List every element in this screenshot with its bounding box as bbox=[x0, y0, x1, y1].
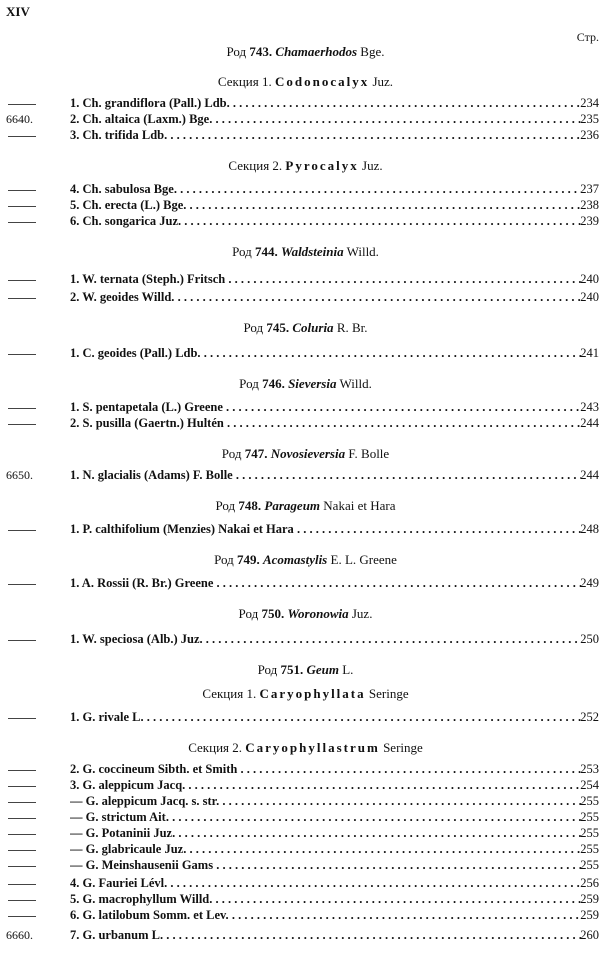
left-number: 6660. bbox=[6, 928, 33, 942]
toc-entry[interactable] bbox=[0, 400, 611, 416]
section-label: Секция 2. bbox=[228, 158, 283, 173]
genus-prefix: Род bbox=[232, 244, 252, 259]
toc-entry[interactable] bbox=[0, 928, 611, 944]
left-dash-mark bbox=[8, 866, 36, 867]
toc-entry[interactable] bbox=[0, 182, 611, 198]
toc-entry[interactable] bbox=[0, 346, 611, 362]
left-dash-mark bbox=[8, 424, 36, 425]
genus-number: 746. bbox=[262, 376, 285, 391]
species-name: 1. W. speciosa (Alb.) Juz. . . . bbox=[70, 632, 581, 647]
page-number: 256 bbox=[580, 876, 599, 890]
genus-number: 744. bbox=[254, 244, 278, 259]
page-number: 253 bbox=[580, 762, 599, 776]
toc-entry[interactable] bbox=[0, 858, 611, 874]
genus-heading bbox=[0, 244, 611, 260]
genus-heading bbox=[0, 44, 611, 60]
species-name: — G. aleppicum Jacq. s. str. . . . bbox=[70, 794, 581, 809]
genus-name: Waldsteinia bbox=[280, 244, 344, 259]
toc-entry[interactable] bbox=[0, 416, 611, 432]
toc-entry[interactable] bbox=[0, 272, 611, 288]
genus-heading bbox=[0, 662, 611, 678]
species-name: 1. Ch. grandiflora (Pall.) Ldb. . . . bbox=[70, 96, 581, 111]
section-label: Секция 1. bbox=[217, 74, 272, 89]
page-number: 255 bbox=[580, 858, 599, 872]
page-number: 259 bbox=[580, 892, 599, 906]
toc-entry[interactable] bbox=[0, 632, 611, 648]
genus-name: Acomastylis bbox=[262, 552, 328, 567]
toc-entry[interactable] bbox=[0, 96, 611, 112]
section-label: Секция 1. bbox=[202, 686, 257, 701]
genus-author: Nakai et Hara bbox=[323, 498, 396, 513]
genus-heading bbox=[0, 552, 611, 568]
section-heading bbox=[0, 740, 611, 756]
genus-name: Parageum bbox=[264, 498, 321, 513]
genus-author: F. Bolle bbox=[348, 446, 390, 461]
species-name: 2. W. geoides Willd. . . . bbox=[70, 290, 581, 305]
species-name: 1. A. Rossii (R. Br.) Greene . . . bbox=[70, 576, 581, 591]
species-name: — G. glabricaule Juz. . . . bbox=[70, 842, 581, 857]
species-name: 5. Ch. erecta (L.) Bge. . . . bbox=[70, 198, 581, 213]
genus-name: Sieversia bbox=[288, 376, 337, 391]
toc-entry[interactable] bbox=[0, 468, 611, 484]
toc-entry[interactable] bbox=[0, 876, 611, 892]
toc-entry[interactable] bbox=[0, 778, 611, 794]
left-dash-mark bbox=[8, 206, 36, 207]
page-number: 249 bbox=[580, 576, 599, 590]
page-number: 255 bbox=[580, 794, 599, 808]
genus-prefix: Род bbox=[238, 606, 259, 621]
toc-entry[interactable] bbox=[0, 908, 611, 924]
left-dash-mark bbox=[8, 802, 36, 803]
section-label: Секция 2. bbox=[188, 740, 243, 755]
section-heading bbox=[0, 74, 611, 90]
genus-prefix: Род bbox=[214, 552, 234, 567]
genus-number: 751. bbox=[280, 662, 304, 677]
left-dash-mark bbox=[8, 584, 36, 585]
genus-heading bbox=[0, 376, 611, 392]
genus-heading bbox=[0, 606, 611, 622]
species-name: 1. W. ternata (Steph.) Fritsch . . . bbox=[70, 272, 581, 287]
left-dash-mark bbox=[8, 104, 36, 105]
species-name: 6. G. latilobum Somm. et Lev. . . . bbox=[70, 908, 581, 923]
genus-number: 743. bbox=[249, 44, 273, 59]
species-name: 1. C. geoides (Pall.) Ldb. . . . bbox=[70, 346, 581, 361]
genus-number: 748. bbox=[238, 498, 262, 513]
toc-entry[interactable] bbox=[0, 128, 611, 144]
species-name: 5. G. macrophyllum Willd. . . . bbox=[70, 892, 581, 907]
page-number: 240 bbox=[580, 272, 599, 286]
genus-heading bbox=[0, 498, 611, 514]
genus-prefix: Род bbox=[243, 320, 264, 335]
left-dash-mark bbox=[8, 786, 36, 787]
left-dash-mark bbox=[8, 190, 36, 191]
species-name: — G. strictum Ait. . . . bbox=[70, 810, 581, 825]
page-number: 260 bbox=[580, 928, 599, 942]
toc-entry[interactable] bbox=[0, 810, 611, 826]
genus-author: R. Br. bbox=[336, 320, 368, 335]
section-heading bbox=[0, 158, 611, 174]
left-dash-mark bbox=[8, 408, 36, 409]
section-author: Juz. bbox=[372, 74, 394, 89]
page-number: 259 bbox=[580, 908, 599, 922]
genus-author: L. bbox=[342, 662, 354, 677]
species-name: 3. Ch. trifida Ldb. . . . bbox=[70, 128, 581, 143]
section-name: Caryophyllata bbox=[259, 686, 366, 701]
page-number: 248 bbox=[580, 522, 599, 536]
page-number: 239 bbox=[580, 214, 599, 228]
left-dash-mark bbox=[8, 718, 36, 719]
toc-entry[interactable] bbox=[0, 214, 611, 230]
genus-author: Willd. bbox=[339, 376, 372, 391]
species-name: 1. P. calthifolium (Menzies) Nakai et Hara . . . bbox=[70, 522, 581, 537]
left-dash-mark bbox=[8, 818, 36, 819]
toc-entry[interactable] bbox=[0, 892, 611, 908]
left-dash-mark bbox=[8, 280, 36, 281]
toc-entry[interactable] bbox=[0, 842, 611, 858]
section-name: Caryophyllastrum bbox=[245, 740, 380, 755]
section-author: Seringe bbox=[368, 686, 409, 701]
genus-number: 745. bbox=[266, 320, 290, 335]
page-number: 255 bbox=[580, 826, 599, 840]
page-number: 238 bbox=[580, 198, 599, 212]
genus-name: Geum bbox=[306, 662, 339, 677]
species-name: — G. Meinshausenii Gams . . . bbox=[70, 858, 581, 873]
species-name: 2. Ch. altaica (Laxm.) Bge. . . . bbox=[70, 112, 581, 127]
left-number: 6650. bbox=[6, 468, 33, 482]
species-name: 2. G. coccineum Sibth. et Smith . . . bbox=[70, 762, 581, 777]
genus-heading bbox=[0, 320, 611, 336]
species-name: 1. S. pentapetala (L.) Greene . . . bbox=[70, 400, 581, 415]
page-number: 240 bbox=[580, 290, 599, 304]
genus-name: Chamaerhodos bbox=[275, 44, 358, 59]
section-name: Codonocalyx bbox=[274, 74, 370, 89]
page-number: 244 bbox=[580, 416, 599, 430]
section-heading bbox=[0, 686, 611, 702]
genus-name: Woronowia bbox=[287, 606, 349, 621]
toc-entry[interactable] bbox=[0, 576, 611, 592]
toc-entry[interactable] bbox=[0, 198, 611, 214]
genus-prefix: Род bbox=[226, 44, 247, 59]
left-dash-mark bbox=[8, 222, 36, 223]
section-author: Juz. bbox=[362, 158, 383, 173]
left-dash-mark bbox=[8, 884, 36, 885]
page-number: 241 bbox=[580, 346, 599, 360]
genus-number: 749. bbox=[236, 552, 260, 567]
page-number: 236 bbox=[580, 128, 599, 142]
genus-name: Novosieversia bbox=[270, 446, 346, 461]
page-roman-number: XIV bbox=[6, 4, 30, 19]
page-number: 234 bbox=[580, 96, 599, 110]
toc-entry[interactable] bbox=[0, 112, 611, 128]
left-dash-mark bbox=[8, 530, 36, 531]
toc-entry[interactable] bbox=[0, 290, 611, 306]
species-name: 1. G. rivale L. . . . bbox=[70, 710, 581, 725]
page-column-header: Стр. bbox=[576, 30, 599, 44]
section-name: Pyrocalyx bbox=[285, 158, 359, 173]
page-number: 237 bbox=[580, 182, 599, 196]
page-number: 255 bbox=[580, 842, 599, 856]
left-dash-mark bbox=[8, 900, 36, 901]
genus-prefix: Род bbox=[215, 498, 236, 513]
page-number: 252 bbox=[580, 710, 599, 724]
genus-prefix: Род bbox=[221, 446, 242, 461]
species-name: 7. G. urbanum L. . . . bbox=[70, 928, 581, 943]
species-name: 1. N. glacialis (Adams) F. Bolle . . . bbox=[70, 468, 581, 483]
left-dash-mark bbox=[8, 354, 36, 355]
left-dash-mark bbox=[8, 640, 36, 641]
page-number: 235 bbox=[580, 112, 599, 126]
genus-number: 747. bbox=[244, 446, 268, 461]
left-dash-mark bbox=[8, 834, 36, 835]
toc-entry[interactable] bbox=[0, 762, 611, 778]
page-number: 255 bbox=[580, 810, 599, 824]
species-name: 3. G. aleppicum Jacq. . . . bbox=[70, 778, 581, 793]
genus-author: Bge. bbox=[360, 44, 385, 59]
genus-name: Coluria bbox=[292, 320, 334, 335]
page-number: 243 bbox=[580, 400, 599, 414]
species-name: 6. Ch. songarica Juz. . . . bbox=[70, 214, 581, 229]
species-name: 2. S. pusilla (Gaertn.) Hultén . . . bbox=[70, 416, 581, 431]
toc-entry[interactable] bbox=[0, 826, 611, 842]
species-name: 4. Ch. sabulosa Bge. . . . bbox=[70, 182, 581, 197]
page-number: 250 bbox=[580, 632, 599, 646]
genus-number: 750. bbox=[261, 606, 285, 621]
genus-author: E. L. Greene bbox=[330, 552, 397, 567]
left-dash-mark bbox=[8, 770, 36, 771]
species-name: — G. Potaninii Juz. . . . bbox=[70, 826, 581, 841]
left-dash-mark bbox=[8, 298, 36, 299]
genus-heading bbox=[0, 446, 611, 462]
genus-prefix: Род bbox=[239, 376, 259, 391]
toc-entry[interactable] bbox=[0, 522, 611, 538]
toc-entry[interactable] bbox=[0, 794, 611, 810]
left-dash-mark bbox=[8, 850, 36, 851]
left-dash-mark bbox=[8, 916, 36, 917]
genus-author: Willd. bbox=[346, 244, 379, 259]
toc-entry[interactable] bbox=[0, 710, 611, 726]
genus-prefix: Род bbox=[257, 662, 278, 677]
page-number: 244 bbox=[580, 468, 599, 482]
genus-author: Juz. bbox=[351, 606, 373, 621]
left-number: 6640. bbox=[6, 112, 33, 126]
section-author: Seringe bbox=[383, 740, 423, 755]
page-number: 254 bbox=[580, 778, 599, 792]
left-dash-mark bbox=[8, 136, 36, 137]
species-name: 4. G. Fauriei Lévl. . . . bbox=[70, 876, 581, 891]
